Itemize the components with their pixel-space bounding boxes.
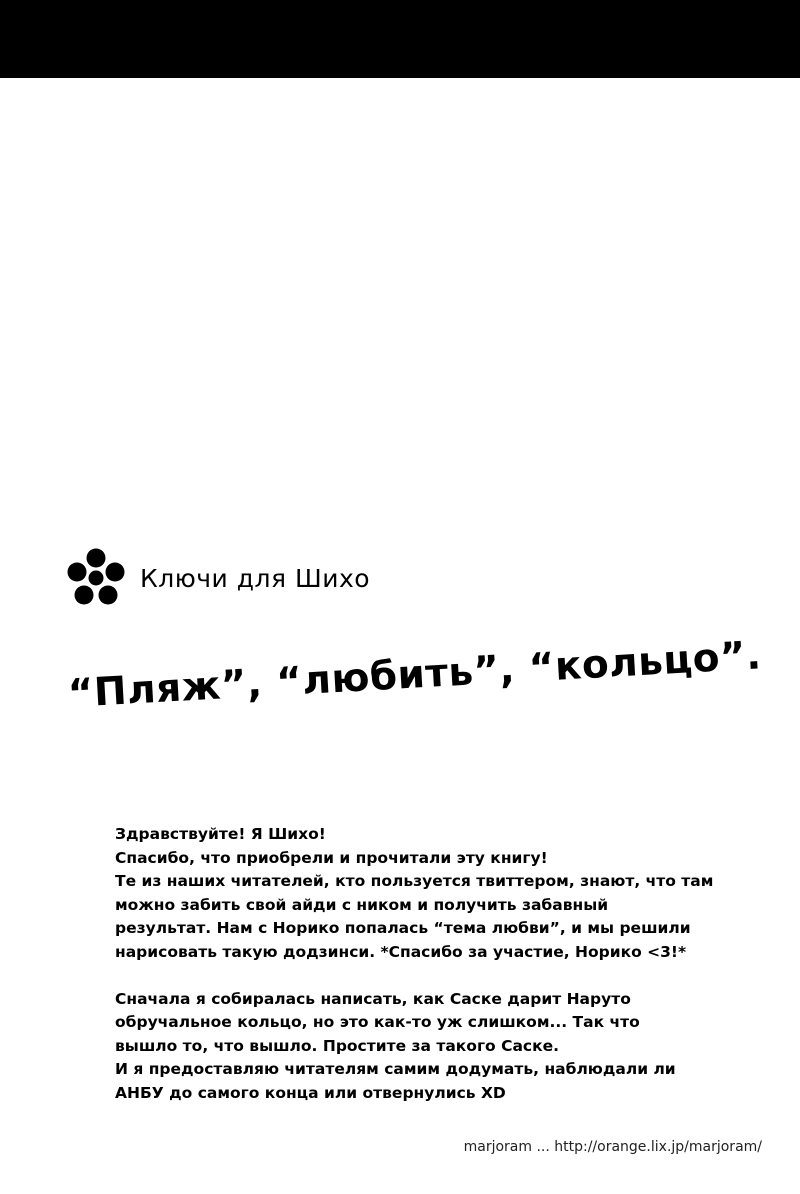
- keywords-heading: “Пляж”, “любить”, “кольцо”.: [66, 633, 763, 717]
- note-line: вышло то, что вышло. Простите за такого Саске.: [115, 1036, 560, 1055]
- section-header: [66, 548, 370, 608]
- flower-crest-icon: [66, 548, 126, 608]
- note-line: Здравствуйте! Я Шихо!: [115, 825, 326, 843]
- note-paragraph: [115, 988, 775, 1106]
- note-line: Сначала я собиралась написать, как Саске дарит Наруто: [115, 989, 631, 1008]
- note-line: Те из наших читателей, кто пользуется твиттером, знают, что там: [115, 872, 714, 891]
- note-line: И я предоставляю читателям самим додумать, наблюдали ли: [115, 1060, 676, 1079]
- top-black-band: [0, 0, 800, 78]
- note-line: результат. Нам с Норико попалась “тема любви”, и мы решили: [115, 919, 691, 938]
- note-line: Спасибо, что приобрели и прочитали эту книгу!: [115, 848, 548, 867]
- credit-line: marjoram ... http://orange.lix.jp/marjoram/: [463, 1139, 762, 1155]
- note-line: нарисовать такую додзинси. *Спасибо за участие, Норико <3!*: [115, 942, 687, 961]
- note-line: обручальное кольцо, но это как-то уж слишком... Так что: [115, 1013, 640, 1032]
- note-line: АНБУ до самого конца или отвернулись XD: [115, 1083, 506, 1102]
- author-note: [115, 823, 775, 1106]
- note-paragraph: [115, 823, 775, 965]
- section-title: Ключи для Шихо: [140, 563, 371, 593]
- note-line: можно забить свой айди с ником и получить забавный: [115, 895, 609, 914]
